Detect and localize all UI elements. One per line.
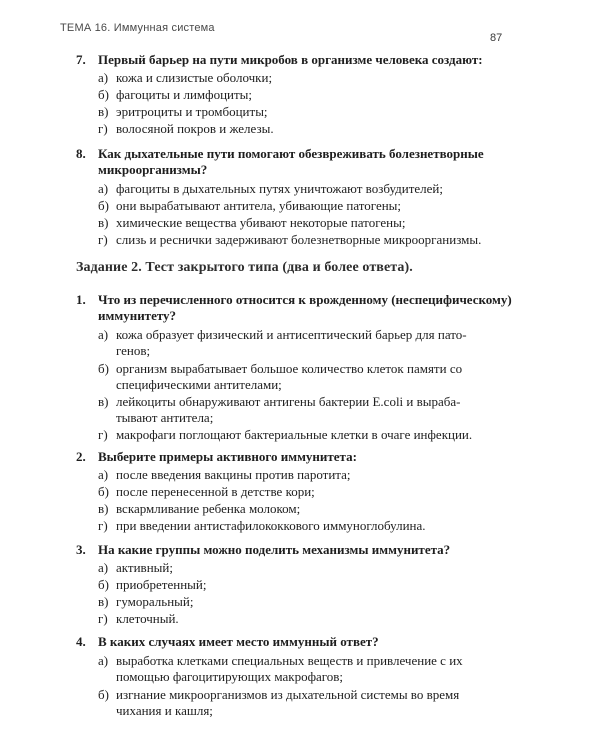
option-text: гуморальный;: [116, 594, 194, 609]
option-text-line: макрофаги поглощают бактериальные клетки в очаге инфекции.: [116, 427, 473, 442]
page-number: 87: [490, 32, 503, 44]
option-label: г): [98, 121, 108, 136]
option-text: фагоциты и лимфоциты;: [116, 87, 253, 102]
option-label: в): [98, 394, 109, 409]
option-text: при введении антистафилококкового иммуноглобулина.: [116, 518, 426, 533]
option-label: б): [98, 361, 109, 376]
option-text-line: изгнание микроорганизмов из дыхательной системы во время: [116, 687, 460, 702]
question-text: На какие группы можно поделить механизмы иммунитета?: [98, 542, 451, 557]
option-label: б): [98, 198, 109, 213]
option-text-line: специфическими антителами;: [116, 377, 282, 392]
section-title: Задание 2. Тест закрытого типа (два и более ответа).: [76, 260, 413, 275]
question-text-line: иммунитету?: [98, 308, 177, 323]
option-label: а): [98, 653, 109, 668]
question-text-line: микроорганизмы?: [98, 162, 208, 177]
option-text-line: выработка клетками специальных веществ и привлечение с их: [116, 653, 463, 668]
option-label: г): [98, 518, 108, 533]
option-label: б): [98, 87, 109, 102]
option-label: б): [98, 577, 109, 592]
option-text-line: чихания и кашля;: [116, 703, 213, 718]
option-label: в): [98, 594, 109, 609]
question-text: Выберите примеры активного иммунитета:: [98, 449, 357, 464]
question-number: 4.: [76, 634, 86, 649]
option-text-line: помощью фагоцитирующих макрофагов;: [116, 669, 344, 684]
question-text: Первый барьер на пути микробов в организме человека создают:: [98, 52, 483, 67]
option-text: они вырабатывают антитела, убивающие патогены;: [116, 198, 402, 213]
option-text: приобретенный;: [116, 577, 207, 592]
option-text: клеточный.: [116, 611, 179, 626]
question-number: 1.: [76, 292, 86, 307]
option-label: б): [98, 687, 109, 702]
option-text: после введения вакцины против паротита;: [116, 467, 351, 482]
option-label: а): [98, 181, 109, 196]
option-text: эритроциты и тромбоциты;: [116, 104, 268, 119]
option-text-line: тывают антитела;: [116, 410, 214, 425]
option-text-line: кожа образует физический и антисептический барьер для пато-: [116, 327, 467, 342]
option-label: а): [98, 467, 109, 482]
option-text: вскармливание ребенка молоком;: [116, 501, 301, 516]
question-number: 8.: [76, 146, 86, 161]
question-number: 2.: [76, 449, 86, 464]
option-text: активный;: [116, 560, 173, 575]
option-text: химические вещества убивают некоторые патогены;: [116, 215, 406, 230]
option-label: б): [98, 484, 109, 499]
option-text: волосяной покров и железы.: [116, 121, 274, 136]
option-text-line: генов;: [116, 343, 151, 358]
option-label: г): [98, 232, 108, 247]
option-text: слизь и реснички задерживают болезнетворные микроорганизмы.: [116, 232, 482, 247]
question-text: В каких случаях имеет место иммунный ответ?: [98, 634, 379, 649]
option-label: г): [98, 611, 108, 626]
question-text-line: Что из перечисленного относится к врожденному (неспецифическому): [98, 292, 512, 307]
option-label: в): [98, 501, 109, 516]
option-label: в): [98, 215, 109, 230]
question-text-line: Как дыхательные пути помогают обезвреживать болезнетворные: [98, 146, 484, 161]
option-label: а): [98, 327, 109, 342]
question-number: 7.: [76, 52, 86, 67]
option-label: а): [98, 560, 109, 575]
question-number: 3.: [76, 542, 86, 557]
option-text-line: организм вырабатывает большое количество клеток памяти со: [116, 361, 463, 376]
option-label: а): [98, 70, 109, 85]
option-text-line: лейкоциты обнаруживают антигены бактерии E.coli и выраба-: [116, 394, 461, 409]
running-header: ТЕМА 16. Иммунная система: [60, 22, 215, 34]
option-text: после перенесенной в детстве кори;: [116, 484, 315, 499]
option-label: г): [98, 427, 108, 442]
option-text: фагоциты в дыхательных путях уничтожают возбудителей;: [116, 181, 443, 196]
option-text: кожа и слизистые оболочки;: [116, 70, 273, 85]
option-label: в): [98, 104, 109, 119]
